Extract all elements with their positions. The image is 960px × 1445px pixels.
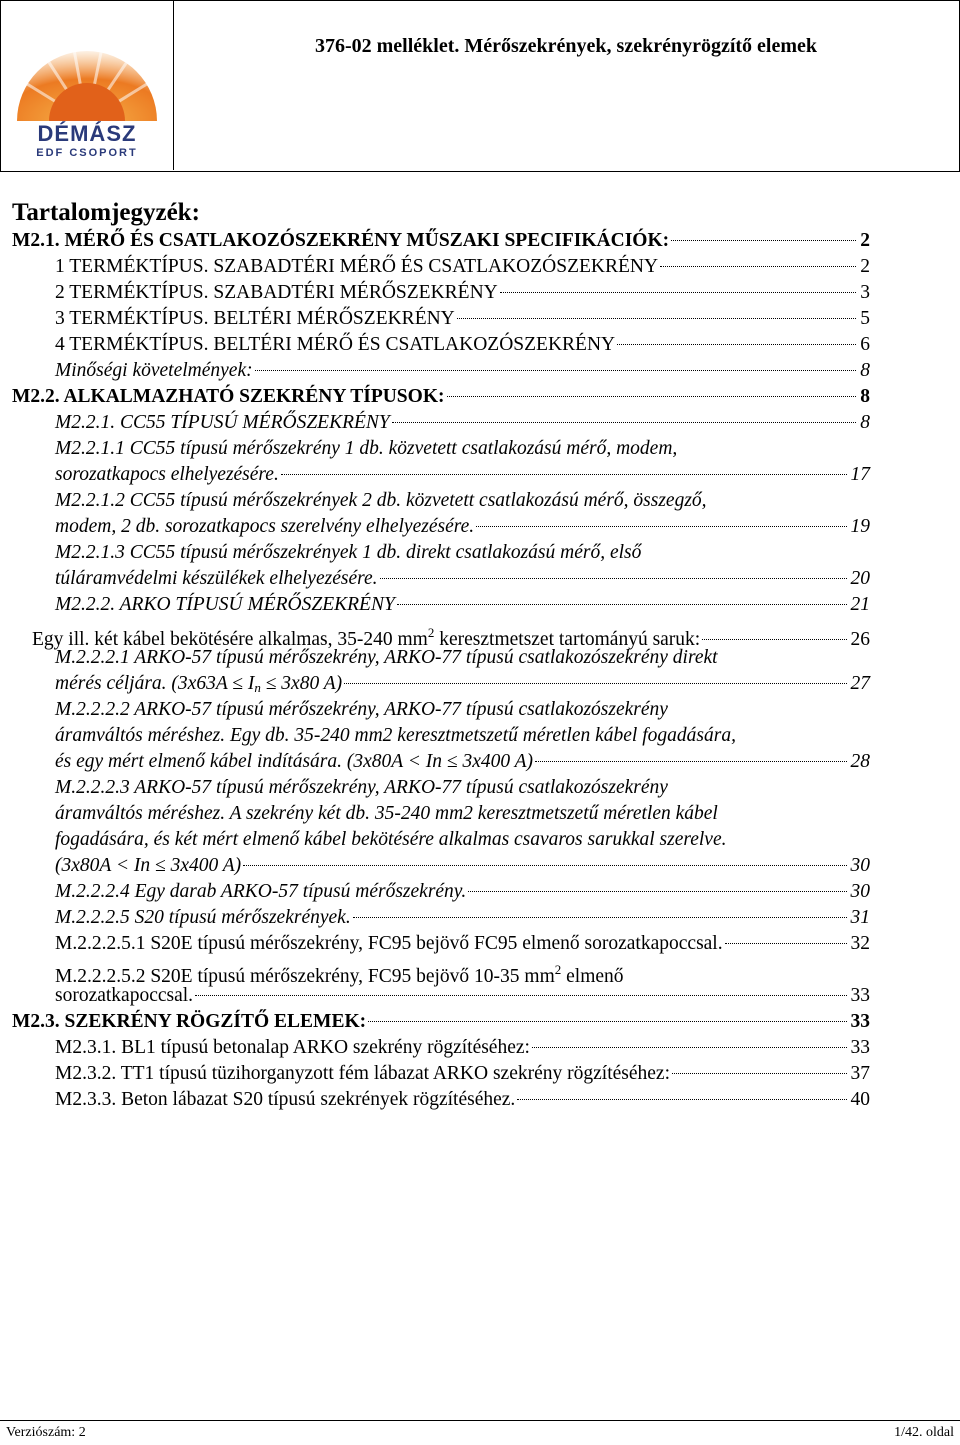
toc-entry[interactable]: sorozatkapoccsal. 33	[55, 985, 870, 1006]
toc-entry-line[interactable]: M2.2.1.2 CC55 típusú mérőszekrények 2 db. közvetett csatlakozású mérő, összegző,	[55, 490, 707, 511]
toc-entry[interactable]: M2.1. MÉRŐ ÉS CSATLAKOZÓSZEKRÉNY MŰSZAKI SPECIFIKÁCIÓK: 2	[12, 228, 870, 254]
toc-entry-line[interactable]: áramváltós méréshez. Egy db. 35-240 mm2 keresztmetszetű méretlen kábel fogadására,	[55, 725, 736, 746]
toc-entry-line[interactable]: áramváltós méréshez. A szekrény két db. 35-240 mm2 keresztmetszetű méretlen kábel	[55, 803, 718, 824]
toc-entry[interactable]: M2.3.1. BL1 típusú betonalap ARKO szekrény rögzítéséhez: 33	[55, 1037, 870, 1058]
toc-entry-line[interactable]: M.2.2.2.3 ARKO-57 típusú mérőszekrény, ARKO-77 típusú csatlakozószekrény	[55, 777, 668, 798]
toc-entry[interactable]: sorozatkapocs elhelyezésére. 17	[55, 464, 870, 485]
toc-entry[interactable]: M.2.2.2.5.1 S20E típusú mérőszekrény, FC95 bejövő FC95 elmenő sorozatkapoccsal. 32	[55, 933, 870, 954]
toc-entry[interactable]: M2.2. ALKALMAZHATÓ SZEKRÉNY TÍPUSOK: 8	[12, 386, 870, 407]
toc-entry[interactable]: Egy ill. két kábel bekötésére alkalmas, 35-240 $mm^2$ keresztmetszet tartományú saruk: 26	[32, 625, 870, 650]
toc-entry[interactable]: M2.2.1. CC55 TÍPUSÚ MÉRŐSZEKRÉNY 8	[55, 412, 870, 433]
toc-entry[interactable]: M2.3.2. TT1 típusú tüzihorganyzott fém lábazat ARKO szekrény rögzítéséhez: 37	[55, 1063, 870, 1084]
toc-entry-line[interactable]: fogadására, és két mért elmenő kábel bekötésére alkalmas csavaros sarukkal szerelve.	[55, 829, 727, 850]
footer-page-number: 1/42. oldal	[894, 1425, 954, 1440]
toc-heading: Tartalomjegyzék:	[12, 199, 200, 226]
toc-entry[interactable]: Minőségi követelmények: 8	[55, 360, 870, 381]
footer-divider	[0, 1420, 960, 1421]
toc-entry[interactable]: és egy mért elmenő kábel indítására. (3x80A < In ≤ 3x400 A) 28	[55, 751, 870, 772]
toc-entry[interactable]: 3 TERMÉKTÍPUS. BELTÉRI MÉRŐSZEKRÉNY 5	[55, 308, 870, 329]
footer-version: Verziószám: 2	[6, 1425, 86, 1440]
toc-page-number: 2	[860, 230, 870, 251]
toc-entry[interactable]: (3x80A < In ≤ 3x400 A) 30	[55, 855, 870, 876]
sunburst-logo-icon	[9, 9, 165, 121]
toc-entry-line[interactable]: M2.2.1.1 CC55 típusú mérőszekrény 1 db. közvetett csatlakozású mérő, modem,	[55, 438, 678, 459]
toc-entry[interactable]: M2.3.3. Beton lábazat S20 típusú szekrények rögzítéséhez. 40	[55, 1089, 870, 1110]
toc-entry-line[interactable]: M.2.2.2.2 ARKO-57 típusú mérőszekrény, ARKO-77 típusú csatlakozószekrény	[55, 699, 668, 720]
toc-entry[interactable]: M.2.2.2.4 Egy darab ARKO-57 típusú mérőszekrény. 30	[55, 881, 870, 902]
logo	[1, 1, 174, 170]
page-header	[0, 0, 960, 172]
logo-name: DÉMÁSZ	[37, 121, 137, 146]
page-title: 376-02 melléklet. Mérőszekrények, szekrényrögzítő elemek	[314, 35, 818, 57]
toc-entry[interactable]: mérés céljára. ($3x63A \le I_n \le 3x80$ A) 27	[55, 673, 870, 695]
toc-entry[interactable]: túláramvédelmi készülékek elhelyezésére. 20	[55, 568, 870, 589]
toc-entry[interactable]: M2.3. SZEKRÉNY RÖGZÍTŐ ELEMEK: 33	[12, 1011, 870, 1032]
logo-subtitle: EDF CSOPORT	[36, 147, 138, 159]
toc-entry[interactable]: M.2.2.2.5 S20 típusú mérőszekrények. 31	[55, 907, 870, 928]
toc-entry[interactable]: modem, 2 db. sorozatkapocs szerelvény elhelyezésére. 19	[55, 516, 870, 537]
toc-entry-line[interactable]: M.2.2.2.1 ARKO-57 típusú mérőszekrény, ARKO-77 típusú csatlakozószekrény direkt	[55, 647, 718, 668]
toc-entry-line[interactable]: M2.2.1.3 CC55 típusú mérőszekrények 1 db. direkt csatlakozású mérő, első	[55, 542, 642, 563]
toc-entry[interactable]: M2.2.2. ARKO TÍPUSÚ MÉRŐSZEKRÉNY 21	[55, 594, 870, 615]
toc-entry[interactable]: 1 TERMÉKTÍPUS. SZABADTÉRI MÉRŐ ÉS CSATLAKOZÓSZEKRÉNY 2	[55, 256, 870, 277]
toc-entry[interactable]: 4 TERMÉKTÍPUS. BELTÉRI MÉRŐ ÉS CSATLAKOZÓSZEKRÉNY 6	[55, 334, 870, 355]
toc-entry[interactable]: 2 TERMÉKTÍPUS. SZABADTÉRI MÉRŐSZEKRÉNY 3	[55, 282, 870, 303]
toc-entry-line[interactable]: M.2.2.2.5.2 S20E típusú mérőszekrény, FC95 bejövő 10-35 $mm^2$ elmenő	[55, 962, 624, 987]
